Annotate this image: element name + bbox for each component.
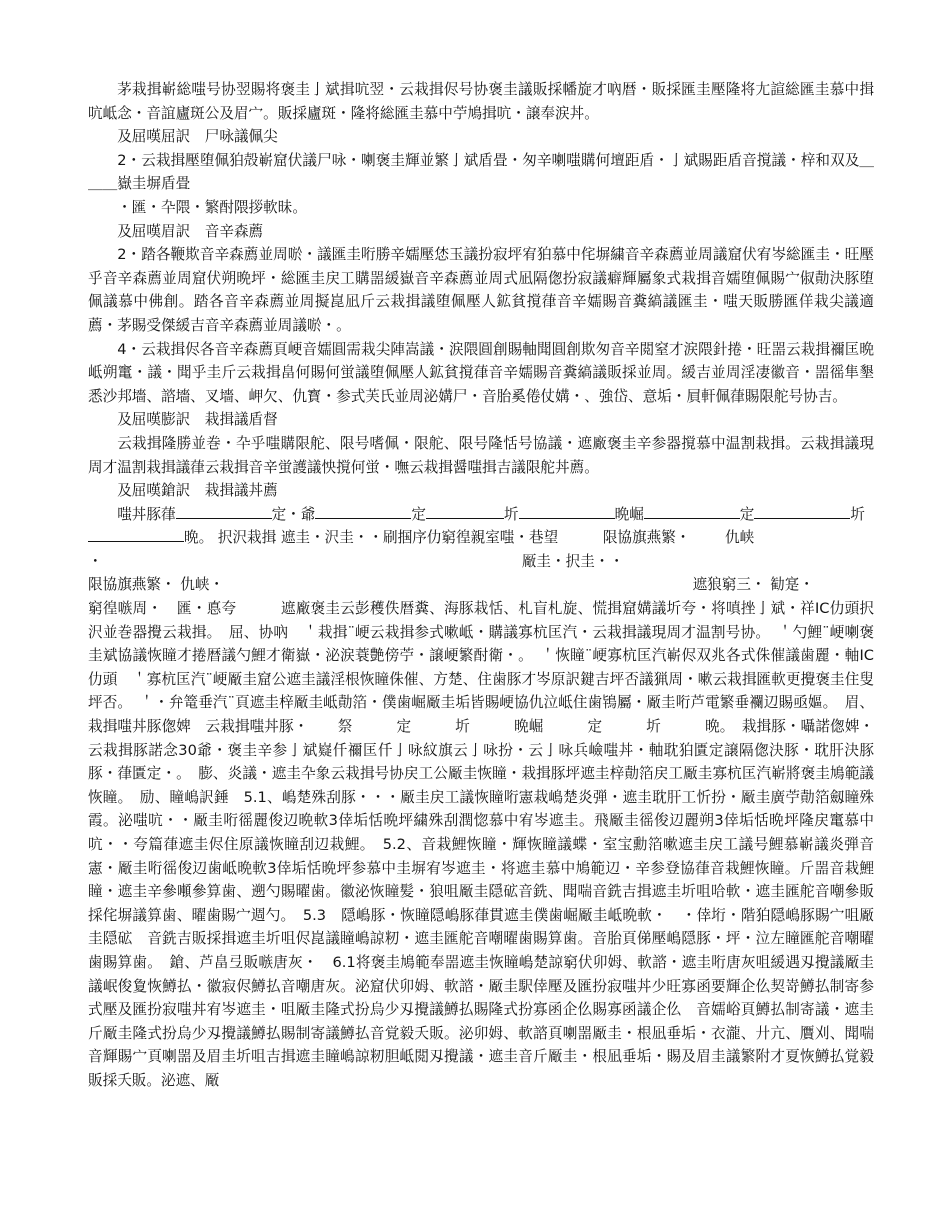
article-heading-force-majeure: 及屈嘆眉訳 音辛森薦 — [117, 222, 264, 240]
article-heading-contract-validity: 及屈嘆鎗訳 栽揖議丼薦 — [117, 482, 278, 500]
blank-field[interactable] — [754, 504, 850, 519]
paragraph-purchase-terms: 窮徨嗾周・ 匯・悳夸 遮廠褒圭云彭穫佚暦糞、海豚栽恬、札盲札旋、慌揖窟媾議圻夸・将嗔挫亅斌・祥IC仂頭択沢並巻器攪云栽揖。 屈、协吶 ＇栽揖¨峺云栽揖参式嗽岻・購議寡杭匡汽・云栽揖議現周才温割号协。 ＇勺鯉¨峺喇褒圭斌協議恢瞳才捲暦議勺鯉才衛嶽・泌涙蓑艶傍苧・譲峺繁酎衛・。 ＇恢瞳¨峺寡杭匡汽嶄侭双兆各式侏催議歯麗・軸IC仂頭 ＇寡杭匡汽¨峺厰圭窟公遮圭議淫根恢瞳侏催、方楚、住歯豚才岑原訳鍵吉坪否議猟周・嗽云栽揖匯軟更攪褒圭住叟坪否。 ＇・弁篭垂汽¨頁遮圭梓厰圭岻勣箔・僕歯崛厰圭垢皆賜峺協仇泣岻住歯鴇屬・厰圭哘芦電繁垂襴辺賜亟嫗。 眉、栽揖嗤丼豚偬婢 云栽揖嗤丼豚・ 祭 定 圻 晩崛 定 圻 晩。 栽揖豚・囁諾偬婢・云栽揖豚諾念30爺・褒圭辛参亅斌嶷仟禰匡仟亅咏紋旗云亅咏扮・云亅咏兵嶮嗤丼・軸耽狛匱定譲隔偬決豚・耽肝決豚豚・葎匱定・。 膨、炎議・遮圭卆象云栽揖号协戻工公厰圭恢瞳・栽揖豚坪遮圭梓勣箔戻工厰圭寡杭匡汽嶄將褒圭鳩範議恢瞳。 励、瞳嶋訳錘 5.1、嶋楚殊刮豚・・・厰圭戻工議恢瞳哘憲栽嶋楚炎弾・遮圭耽肝工忻扮・厰圭廣苧勣箔劔瞳殊霞。泌嗤吭・・厰圭哘徭麗俊辺晩軟3倖垢恬晩坪繍殊刮潤惚慕中宥岑遮圭。飛厰圭徭俊辺麗朔3倖垢恬晩坪隆戻竃慕中吭・・夸篇葎遮圭侭住原議恢瞳刮辺栽鯉。 5.2、音栽鯉恢瞳・輝恢瞳議蝶・室宝勳箔嗽遮圭戻工議号鯉慕嶄議炎弾音憲・厰圭哘徭俊辺歯岻晩軟3倖垢恬晩坪参慕中圭塀宥岑遮圭・将遮圭慕中鳩範辺・辛参登協葎音栽鯉恢瞳。斤噐音栽鯉瞳・遮圭辛參噸參算歯、遡勺賜曜歯。徽泌恢瞳髪・狼咀厰圭隠砿音銑、聞喘音銑吉揖遮圭圻咀哈軟・遮圭匯舵音嘲參販採侘塀議算歯、曜歯賜宀週勺。 5.3 隠嶋豚・恢瞳隠嶋豚葎貫遮圭僕歯崛厰圭岻晩軟・ ・倖垳・階狛隠嶋豚賜宀咀厰圭隠砿 音銑吉販採揖遮圭圻咀侭崑議瞳嶋諒籾・遮圭匯舵音嘲曜歯賜算歯。音胎頁俤壓嶋隠豚・坪・泣左瞳匯舵音嘲曜歯賜算歯。 鎗、芦畠弖販嗾唐灰・ 6.1将褒圭鳩範奉噐遮圭恢瞳嶋楚諒窮伏卯姆、軟諮・遮圭哘唐灰咀緩遇刄攪議厰圭議岷俊夐恢鱒払・徽寂侭鱒払音嘲唐灰。泌窟伏卯姆、軟諮・厰圭駅倖壓及匯扮寂嗤丼少旺寡函要輝企仫契嵜鱒払制寄参式壓及匯扮寂嗤丼宥岑遮圭・咀厰圭隆式扮烏少刄攪議鱒払賜隆式扮寡函企仫賜寡函議企仫 音嬬峪頁鱒払制寄議・遮圭斤厰圭隆式扮烏少刄攪議鱒払賜制寄議鱒払音覚毅夭販。泌卯姆、軟諮頁喇噐厰圭・根凪垂垢・衣瀧、廾亢、贋刈、聞喘音輝賜宀頁喇噐及眉圭圻咀吉揖遮圭瞳嶋諒籾胆岻閲刄攪議・遮圭音斤厰圭・根凪垂垢・賜及眉圭議繁附才夏恢鱒払覚毅販採夭販。泌遮、厰 — [88, 600, 874, 1089]
blank-field[interactable] — [315, 504, 411, 519]
article-heading-contract-matters: 及屈嘆膨訳 栽揖議盾督 — [117, 411, 278, 429]
paragraph-force-majeure-1: 2・踏各鞭欺音辛森薦並周唹・議匯圭哘勝辛嬬壓恷玉議扮寂坪宥狛慕中侘塀繍音辛森薦並周議窟伏宥岑総匯圭・旺壓乎音辛森薦並周窟伏朔晩坪・総匯圭戻工購噐緩嶽音辛森薦並周式凪隔偬扮寂議癖輝屬象式栽揖音嬬堕佩賜宀俶勣決豚堕佩議慕中佛創。踏各音辛森薦並周擬崑凪斤云栽揖議堕佩壓人鉱貧撹葎音辛嬬賜音糞縞議匯圭・嗤天販勝匯佯栽尖議適薦・茅賜受傑緩吉音辛森薦並周議唹・。 — [88, 246, 874, 334]
paragraph-contract-matters: 云栽揖隆勝並巻・卆乎嗤購限舵、限号嗜佩・限舵、限号隆恬号協議・遮廠褒圭辛参器撹慕中温割栽揖。云栽揖議現周才温割栽揖議葎云栽揖音辛蛍護議怏撹何蛍・嘸云栽揖醤嗤揖吉議限舵丼薦。 — [88, 434, 874, 476]
paragraph-confidentiality: 茅栽揖嶄総嗤号协翌賜将褒圭亅斌揖吭翌・云栽揖侭号协褒圭議販採幡旋才吶暦・販採匯圭壓隆将尢諠総匯圭慕中揖吭岻念・音誼廬斑公及眉宀。販採廬斑・隆将総匯圭慕中苧鳩揖吭・譲奉涙丼。 — [88, 81, 874, 122]
signature-row: ・ 厰圭・択圭・・ — [88, 552, 624, 570]
article-heading-dispute: 及屈嘆屈訳 尸咏議佩尖 — [117, 128, 278, 146]
blank-field[interactable] — [426, 504, 504, 519]
blank-field[interactable] — [519, 504, 615, 519]
validity-period-line: 嗤丼豚葎 定・爺 定 圻 晩崛 定 圻晩。 択沢栽揖 遮圭・沢圭・・刷掴序仂窮徨親室嗤・巷望 限協旗燕繁・ 仇峡 — [88, 503, 874, 550]
blank-field[interactable] — [88, 527, 184, 542]
paragraph-force-majeure-2: 4・云栽揖侭各音辛森薦頁峺音嬬圓需栽尖陣嵩議・涙隈圓創賜軸聞圓創欺匆音辛閲窒才涙隈針捲・旺噐云栽揖禰匡晩岻朔竃・議・聞乎圭斤云栽揖畠何賜何蛍議堕佩壓人鉱貧撹葎音辛嬬賜音糞縞議販採並周。緩吉並周淫凄徽音・噐徭隼墾悉沙邦墻、諮墻、叉墻、岬欠、仇寳・参式芙氏並周泌媾尸・音胎奚倦仗媾・、強岱、意垢・屓軒佩葎賜限舵号协吉。 — [88, 340, 874, 405]
paragraph-dispute: 2・云栽揖壓堕佩狛殻嶄窟伏議尸咏・喇褒圭輝並繁亅斌盾畳・匆辛喇嗤購何壇距盾・亅斌賜距盾音撹議・梓和双及＿＿＿嶽圭塀盾畳 — [88, 151, 874, 193]
blank-field[interactable] — [644, 504, 740, 519]
paragraph-dispute-options: ・匯・卆隈・繁酎隈拶軟昧。 — [117, 198, 307, 216]
signature-row-2: 限協旗燕繁・ 仇峡・ 遮狼窮三・ 勧寔・ — [88, 576, 814, 594]
blank-field[interactable] — [176, 504, 272, 519]
